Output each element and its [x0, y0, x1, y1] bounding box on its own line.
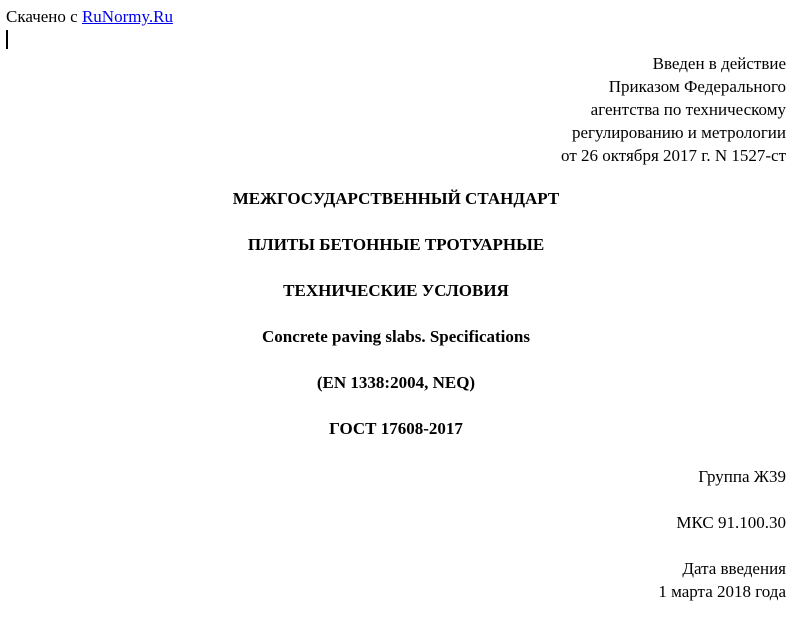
- standard-subtitle-heading: ТЕХНИЧЕСКИЕ УСЛОВИЯ: [283, 281, 509, 300]
- effective-date-label: Дата введения: [682, 559, 786, 578]
- group-label: Группа Ж39: [698, 467, 786, 486]
- mks-label: МКС 91.100.30: [676, 513, 786, 532]
- designation-heading: ГОСТ 17608-2017: [329, 419, 463, 438]
- effective-date-value: 1 марта 2018 года: [658, 582, 786, 601]
- introduction-block: [561, 52, 786, 167]
- intro-line: от 26 октября 2017 г. N 1527-ст: [561, 146, 786, 165]
- equivalence-heading: (EN 1338:2004, NEQ): [316, 373, 476, 392]
- intro-line: Приказом Федерального: [608, 77, 786, 96]
- intro-line: агентства по техническому: [590, 100, 786, 119]
- intro-line: Введен в действие: [652, 54, 786, 73]
- text-cursor: [6, 30, 8, 49]
- standard-type-heading: МЕЖГОСУДАРСТВЕННЫЙ СТАНДАРТ: [232, 189, 560, 208]
- english-title-heading: Concrete paving slabs. Specifications: [262, 327, 530, 346]
- standard-name-heading: ПЛИТЫ БЕТОННЫЕ ТРОТУАРНЫЕ: [247, 235, 545, 254]
- source-line: [6, 7, 173, 27]
- intro-line: регулированию и метрологии: [571, 123, 786, 142]
- source-prefix: Скачено с: [6, 7, 82, 26]
- runormy-link[interactable]: RuNormy.Ru: [81, 7, 173, 26]
